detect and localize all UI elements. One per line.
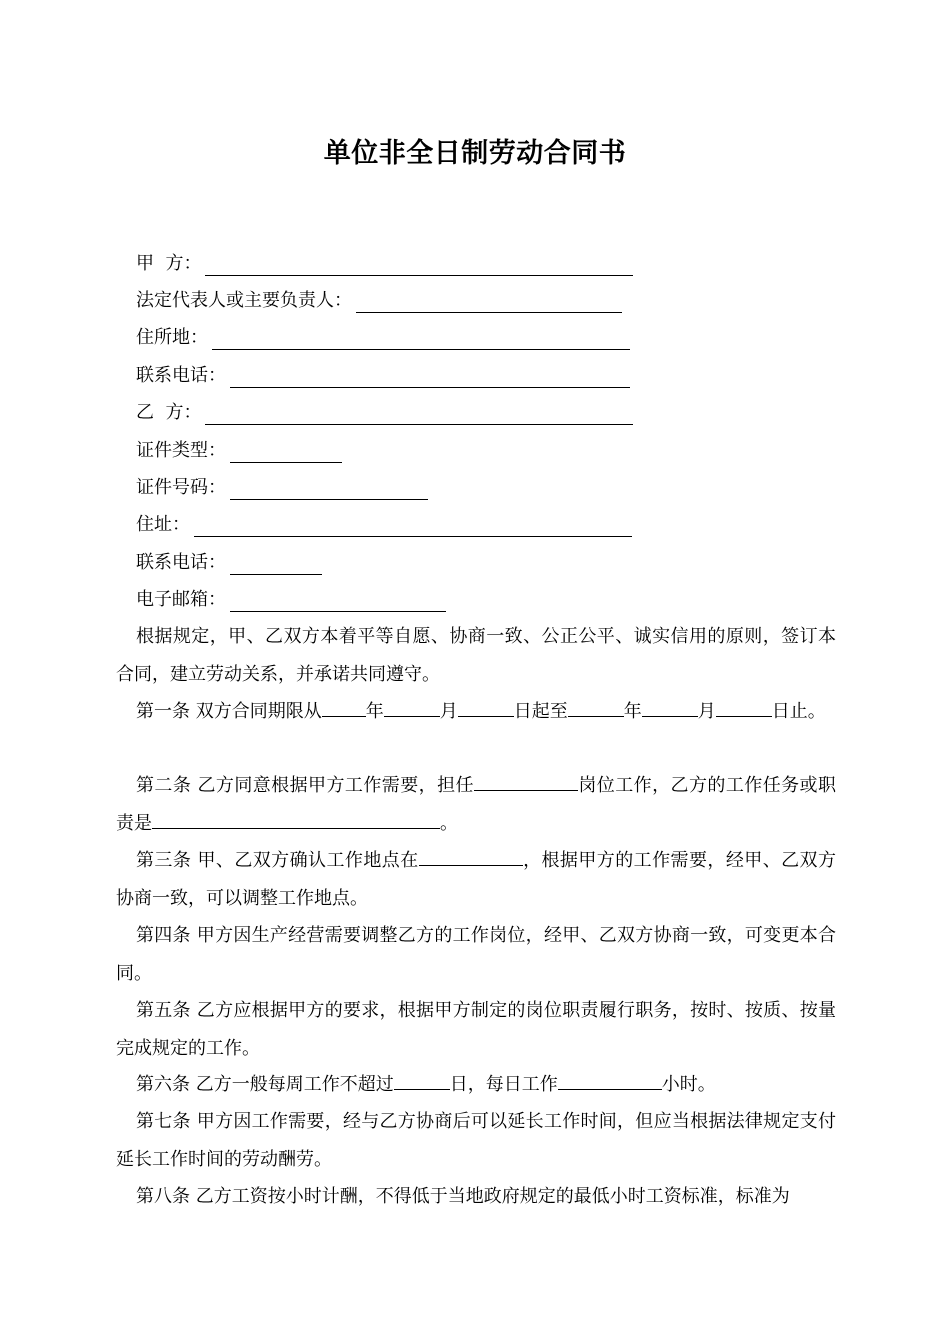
field-email bbox=[136, 588, 446, 612]
page-title: 单位非全日制劳动合同书 bbox=[323, 138, 627, 169]
article-1 bbox=[116, 693, 836, 731]
field-id-number bbox=[136, 476, 428, 500]
field-label: 法定代表人或主要负责人： bbox=[136, 290, 352, 311]
field-label: 证件类型： bbox=[136, 440, 226, 461]
field-address-b bbox=[136, 513, 632, 537]
field-label: 证件号码： bbox=[136, 477, 226, 498]
field-label: 甲 方： bbox=[136, 253, 202, 274]
article-text: 年 bbox=[623, 701, 642, 722]
article-text: 月 bbox=[697, 701, 716, 722]
field-phone-b bbox=[136, 551, 322, 575]
article-text: 日止。 bbox=[771, 701, 826, 722]
fill-blank[interactable] bbox=[568, 700, 624, 717]
article-5: 第五条 乙方应根据甲方的要求，根据甲方制定的岗位职责履行职务，按时、按质、按量完成规定的工作。 bbox=[116, 1000, 836, 1059]
fill-blank[interactable] bbox=[205, 406, 633, 425]
article-text: 日，每日工作 bbox=[449, 1074, 558, 1095]
article-2 bbox=[116, 767, 836, 842]
field-label: 乙 方： bbox=[136, 402, 202, 423]
fill-blank[interactable] bbox=[558, 1073, 662, 1090]
article-7: 第七条 甲方因工作需要，经与乙方协商后可以延长工作时间，但应当根据法律规定支付延长工作时间的劳动酬劳。 bbox=[116, 1111, 836, 1170]
article-6 bbox=[116, 1066, 836, 1104]
fill-blank[interactable] bbox=[230, 556, 322, 575]
fill-blank[interactable] bbox=[205, 257, 633, 276]
article-text: 第六条 乙方一般每周工作不超过 bbox=[136, 1074, 394, 1095]
field-label: 电子邮箱： bbox=[136, 589, 226, 610]
fill-blank[interactable] bbox=[458, 700, 514, 717]
fill-blank[interactable] bbox=[419, 849, 523, 866]
article-text: 日起至 bbox=[513, 701, 568, 722]
field-party-b bbox=[136, 401, 633, 425]
intro-paragraph: 根据规定，甲、乙双方本着平等自愿、协商一致、公正公平、诚实信用的原则，签订本合同，建立劳动关系，并承诺共同遵守。 bbox=[116, 626, 836, 685]
article-text: 第二条 乙方同意根据甲方工作需要，担任 bbox=[136, 775, 474, 796]
article-text: 小时。 bbox=[661, 1074, 716, 1095]
field-legal-rep bbox=[136, 289, 622, 313]
fill-blank[interactable] bbox=[322, 700, 366, 717]
article-text: 月 bbox=[439, 701, 458, 722]
field-id-type bbox=[136, 439, 342, 463]
fill-blank[interactable] bbox=[230, 369, 630, 388]
article-3 bbox=[116, 842, 836, 917]
article-text: 年 bbox=[365, 701, 384, 722]
article-8: 第八条 乙方工资按小时计酬，不得低于当地政府规定的最低小时工资标准，标准为 bbox=[136, 1186, 790, 1207]
fill-blank[interactable] bbox=[194, 518, 632, 537]
article-text: 第一条 双方合同期限从 bbox=[136, 701, 322, 722]
article-text: ，根据甲方的工作需要，经甲、乙双方协商一致，可以调整工作地点。 bbox=[116, 850, 836, 909]
fill-blank[interactable] bbox=[384, 700, 440, 717]
field-label: 联系电话： bbox=[136, 552, 226, 573]
article-text: 岗位工作，乙方的工作任务或职责是 bbox=[116, 775, 836, 834]
fill-blank[interactable] bbox=[356, 294, 622, 313]
fill-blank[interactable] bbox=[230, 593, 446, 612]
article-4: 第四条 甲方因生产经营需要调整乙方的工作岗位，经甲、乙双方协商一致，可变更本合同。 bbox=[116, 925, 836, 984]
fill-blank[interactable] bbox=[230, 481, 428, 500]
article-text: 。 bbox=[440, 812, 458, 834]
field-label: 联系电话： bbox=[136, 365, 226, 386]
fill-blank[interactable] bbox=[230, 444, 342, 463]
fill-blank[interactable] bbox=[716, 700, 772, 717]
fill-blank[interactable] bbox=[212, 331, 630, 350]
field-label: 住所地： bbox=[136, 327, 208, 348]
article-text: 第三条 甲、乙双方确认工作地点在 bbox=[136, 850, 419, 871]
field-label: 住址： bbox=[136, 514, 190, 535]
fill-blank[interactable] bbox=[394, 1073, 450, 1090]
fill-blank[interactable] bbox=[474, 774, 578, 791]
fill-blank[interactable] bbox=[642, 700, 698, 717]
fill-blank[interactable] bbox=[152, 812, 440, 829]
field-address-a bbox=[136, 326, 630, 350]
field-party-a bbox=[136, 252, 633, 276]
field-phone-a bbox=[136, 364, 630, 388]
